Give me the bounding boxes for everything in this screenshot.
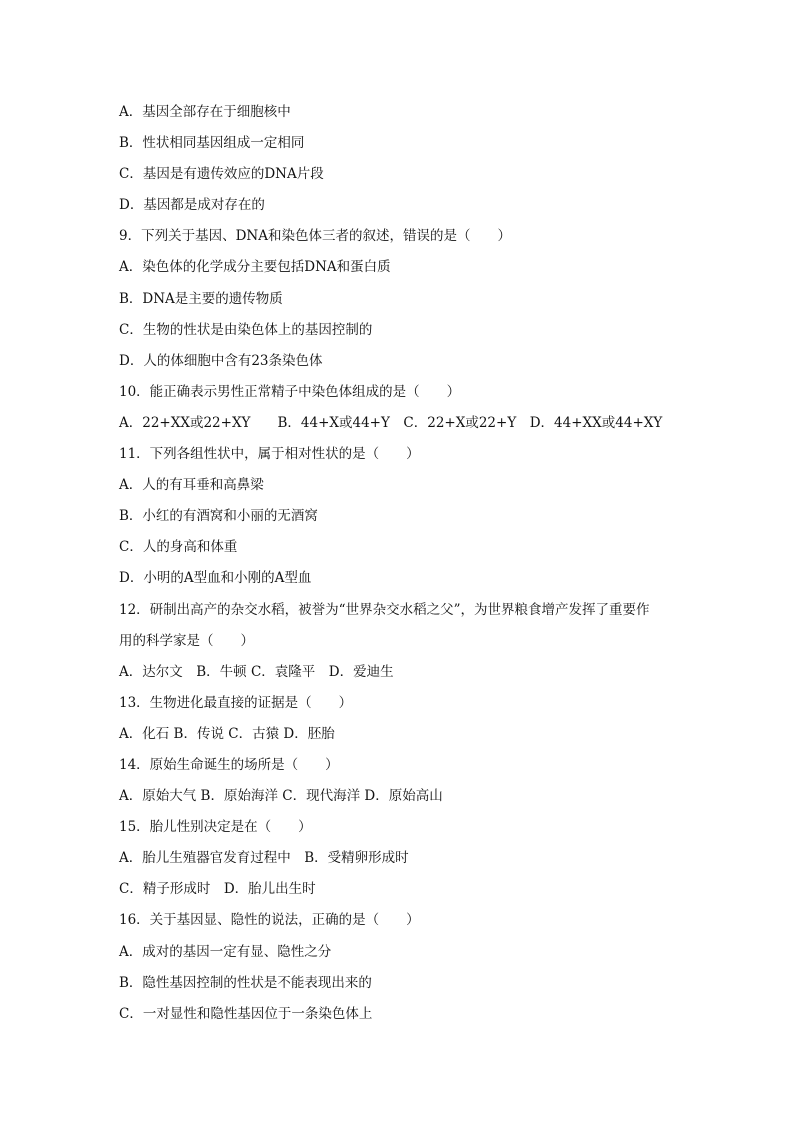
question-stem: 11．下列各组性状中，属于相对性状的是（ ）: [119, 446, 420, 463]
question-stem: 10．能正确表示男性正常精子中染色体组成的是（ ）: [119, 383, 461, 400]
option-text: C．生物的性状是由染色体上的基因控制的: [119, 321, 373, 338]
option-text: A．成对的基因一定有显、隐性之分: [119, 943, 332, 960]
option-text: A．22+XX或22+XY B．44+X或44+Y C．22+X或22+Y D．44+XX或44+XY: [119, 414, 663, 431]
option-text: A．化石 B．传说 C．古猿 D．胚胎: [119, 725, 335, 742]
option-text: A．人的有耳垂和高鼻梁: [119, 477, 264, 494]
option-text: A．原始大气 B．原始海洋 C．现代海洋 D．原始高山: [119, 788, 443, 805]
question-stem: 9．下列关于基因、DNA和染色体三者的叙述，错误的是（ ）: [119, 228, 511, 245]
option-text: C．精子形成时 D．胎儿出生时: [119, 881, 316, 898]
option-text: B．性状相同基因组成一定相同: [119, 135, 305, 152]
question-stem: 13．生物进化最直接的证据是（ ）: [119, 694, 353, 711]
option-text: C．人的身高和体重: [119, 539, 238, 556]
question-stem: 16．关于基因显、隐性的说法，正确的是（ ）: [119, 912, 420, 929]
question-text-block: [119, 101, 719, 1034]
question-stem: 15．胎儿性别决定是在（ ）: [119, 819, 312, 836]
question-stem: 14．原始生命诞生的场所是（ ）: [119, 756, 339, 773]
option-text: D．小明的A型血和小刚的A型血: [119, 570, 312, 587]
option-text: B．小红的有酒窝和小丽的无酒窝: [119, 508, 318, 525]
question-stem: 12．研制出高产的杂交水稻，被誉为“世界杂交水稻之父”，为世界粮食增产发挥了重要作: [119, 601, 650, 618]
option-text: A．染色体的化学成分主要包括DNA和蛋白质: [119, 259, 391, 276]
option-text: C．一对显性和隐性基因位于一条染色体上: [119, 1005, 373, 1022]
option-text: D．基因都是成对存在的: [119, 197, 265, 214]
option-text: A．达尔文 B．牛顿 C．袁隆平 D．爱迪生: [119, 663, 394, 680]
option-text: A．基因全部存在于细胞核中: [119, 104, 291, 120]
option-text: B．隐性基因控制的性状是不能表现出来的: [119, 974, 372, 991]
option-text: B．DNA是主要的遗传物质: [119, 290, 283, 307]
option-text: A．胎儿生殖器官发育过程中 B．受精卵形成时: [119, 850, 409, 867]
option-text: D．人的体细胞中含有23条染色体: [119, 352, 323, 369]
question-stem-continued: 用的科学家是（ ）: [119, 632, 254, 649]
option-text: C．基因是有遗传效应的DNA片段: [119, 166, 324, 183]
